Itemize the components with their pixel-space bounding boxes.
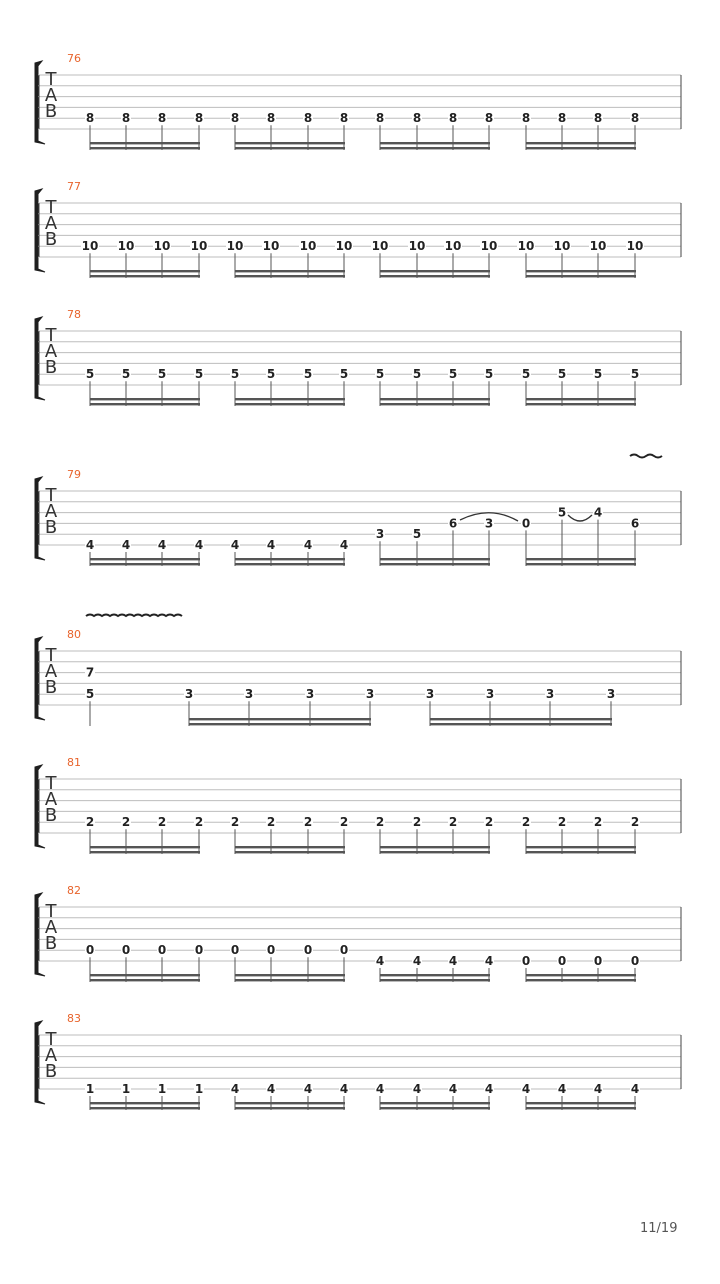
beam <box>380 851 490 853</box>
tab-system <box>35 615 681 727</box>
beam <box>90 275 200 277</box>
beam <box>526 270 636 272</box>
beam <box>90 398 200 400</box>
fret-number: 0 <box>593 954 603 968</box>
fret-number: 4 <box>484 954 494 968</box>
fret-number: 4 <box>375 954 385 968</box>
fret-number: 2 <box>303 815 313 830</box>
beam <box>380 142 490 144</box>
tab-clef-letter: T <box>45 901 57 922</box>
tab-clef-letter: A <box>44 917 58 938</box>
fret-number: 4 <box>593 1082 603 1096</box>
beam <box>526 403 636 405</box>
fret-number: 5 <box>630 367 640 382</box>
fret-number: 4 <box>339 1082 349 1096</box>
fret-number: 3 <box>305 687 315 702</box>
tab-system <box>35 756 681 854</box>
fret-number: 0 <box>339 943 349 958</box>
beam <box>380 398 490 400</box>
fret-number: 5 <box>85 687 95 702</box>
beam <box>90 846 200 848</box>
beam <box>526 147 636 149</box>
fret-number: 4 <box>448 954 458 968</box>
tab-system <box>35 455 681 567</box>
beam <box>380 846 490 848</box>
beam <box>90 147 200 149</box>
fret-number: 4 <box>266 1082 276 1096</box>
fret-number: 0 <box>121 943 131 958</box>
tab-clef-letter: T <box>45 325 57 346</box>
fret-number: 5 <box>484 367 494 382</box>
fret-number: 10 <box>517 239 535 254</box>
fret-number: 2 <box>194 815 204 830</box>
fret-number: 10 <box>371 239 389 254</box>
beam <box>235 403 345 405</box>
beam <box>189 723 371 725</box>
tab-clef-letter: A <box>44 85 58 106</box>
fret-number: 4 <box>303 538 313 552</box>
fret-number: 4 <box>593 505 603 520</box>
beam <box>90 403 200 405</box>
fret-number: 2 <box>157 815 167 830</box>
beam <box>380 403 490 405</box>
fret-number: 8 <box>303 111 313 126</box>
beam <box>235 558 345 560</box>
fret-number: 8 <box>85 111 95 126</box>
tab-system <box>35 52 681 150</box>
beam <box>235 275 345 277</box>
beam <box>430 718 612 720</box>
staff-bracket <box>35 189 45 272</box>
fret-number: 5 <box>593 367 603 382</box>
fret-number: 2 <box>266 815 276 830</box>
beam <box>380 275 490 277</box>
page-number: 11/19 <box>640 1221 678 1236</box>
fret-number: 4 <box>412 954 422 968</box>
fret-number: 4 <box>194 538 204 552</box>
fret-number: 6 <box>630 516 640 531</box>
fret-number: 10 <box>408 239 426 254</box>
fret-number: 5 <box>85 367 95 382</box>
fret-number: 2 <box>448 815 458 830</box>
fret-number: 5 <box>266 367 276 382</box>
fret-number: 1 <box>85 1082 95 1096</box>
measure-number: 79 <box>67 468 81 481</box>
fret-number: 2 <box>484 815 494 830</box>
tab-system <box>35 1012 681 1110</box>
fret-number: 1 <box>157 1082 167 1096</box>
fret-number: 0 <box>194 943 204 958</box>
fret-number: 2 <box>593 815 603 830</box>
tab-clef-letter: B <box>44 805 58 826</box>
fret-number: 10 <box>117 239 135 254</box>
fret-number: 3 <box>365 687 375 702</box>
fret-number: 5 <box>412 527 422 542</box>
fret-number: 2 <box>339 815 349 830</box>
fret-number: 10 <box>226 239 244 254</box>
beam <box>235 563 345 565</box>
fret-number: 3 <box>484 516 494 531</box>
fret-number: 5 <box>121 367 131 382</box>
beam <box>90 979 200 981</box>
beam <box>235 851 345 853</box>
beam <box>90 142 200 144</box>
fret-number: 8 <box>448 111 458 126</box>
fret-number: 5 <box>230 367 240 382</box>
fret-number: 2 <box>85 815 95 830</box>
fret-number: 6 <box>448 516 458 531</box>
fret-number: 2 <box>630 815 640 830</box>
slur <box>568 515 592 521</box>
tab-clef-letter: B <box>44 1061 58 1082</box>
tab-clef-letter: T <box>45 485 57 506</box>
measure-number: 82 <box>67 884 81 897</box>
fret-number: 8 <box>593 111 603 126</box>
fret-number: 5 <box>375 367 385 382</box>
fret-number: 3 <box>606 687 616 702</box>
fret-number: 3 <box>184 687 194 702</box>
fret-number: 5 <box>303 367 313 382</box>
fret-number: 2 <box>375 815 385 830</box>
fret-number: 4 <box>266 538 276 552</box>
beam <box>526 563 636 565</box>
beam <box>380 563 490 565</box>
fret-number: 8 <box>121 111 131 126</box>
tab-system <box>35 884 681 982</box>
vibrato-mark <box>86 615 182 617</box>
beam <box>380 558 490 560</box>
fret-number: 10 <box>81 239 99 254</box>
beam <box>380 1102 490 1104</box>
fret-number: 8 <box>266 111 276 126</box>
tab-clef-letter: A <box>44 789 58 810</box>
measure-number: 76 <box>67 52 81 65</box>
beam <box>90 270 200 272</box>
fret-number: 0 <box>521 954 531 968</box>
fret-number: 10 <box>626 239 644 254</box>
vibrato-mark <box>630 455 662 458</box>
fret-number: 5 <box>339 367 349 382</box>
staff-bracket <box>35 317 45 400</box>
measure-number: 81 <box>67 756 81 769</box>
beam <box>235 1107 345 1109</box>
tab-clef-letter: B <box>44 357 58 378</box>
beam <box>235 398 345 400</box>
beam <box>90 1107 200 1109</box>
measure-number: 78 <box>67 308 81 321</box>
fret-number: 2 <box>121 815 131 830</box>
fret-number: 10 <box>589 239 607 254</box>
beam <box>235 846 345 848</box>
beam <box>235 974 345 976</box>
beam <box>380 270 490 272</box>
tab-clef-letter: A <box>44 501 58 522</box>
fret-number: 8 <box>557 111 567 126</box>
tab-system <box>35 308 681 406</box>
tab-clef-letter: A <box>44 341 58 362</box>
fret-number: 2 <box>557 815 567 830</box>
fret-number: 4 <box>448 1082 458 1096</box>
measure-number: 80 <box>67 628 81 641</box>
staff-bracket <box>35 1021 45 1104</box>
beam <box>526 1102 636 1104</box>
beam <box>90 1102 200 1104</box>
fret-number: 0 <box>230 943 240 958</box>
beam <box>526 142 636 144</box>
beam <box>430 723 612 725</box>
fret-number: 4 <box>230 1082 240 1096</box>
fret-number: 0 <box>157 943 167 958</box>
fret-number: 2 <box>521 815 531 830</box>
fret-number: 8 <box>157 111 167 126</box>
staff-bracket <box>35 893 45 976</box>
beam <box>526 275 636 277</box>
fret-number: 8 <box>630 111 640 126</box>
fret-number: 5 <box>448 367 458 382</box>
fret-number: 3 <box>244 687 254 702</box>
fret-number: 3 <box>425 687 435 702</box>
tab-clef-letter: B <box>44 933 58 954</box>
fret-number: 5 <box>557 367 567 382</box>
fret-number: 10 <box>480 239 498 254</box>
staff-bracket <box>35 477 45 560</box>
fret-number: 0 <box>521 516 531 531</box>
tab-clef-letter: T <box>45 773 57 794</box>
fret-number: 0 <box>266 943 276 958</box>
fret-number: 8 <box>375 111 385 126</box>
tab-clef-letter: B <box>44 229 58 250</box>
fret-number: 3 <box>485 687 495 702</box>
tab-clef-letter: B <box>44 517 58 538</box>
fret-number: 4 <box>85 538 95 552</box>
tab-clef-letter: T <box>45 197 57 218</box>
fret-number: 4 <box>521 1082 531 1096</box>
beam <box>90 851 200 853</box>
tab-clef-letter: T <box>45 69 57 90</box>
measure-number: 83 <box>67 1012 81 1025</box>
fret-number: 4 <box>339 538 349 552</box>
fret-number: 0 <box>303 943 313 958</box>
tab-clef-letter: B <box>44 677 58 698</box>
fret-number: 10 <box>153 239 171 254</box>
tab-clef-letter: A <box>44 213 58 234</box>
beam <box>235 979 345 981</box>
fret-number: 4 <box>630 1082 640 1096</box>
tab-clef-letter: A <box>44 661 58 682</box>
fret-number: 5 <box>194 367 204 382</box>
beam <box>526 1107 636 1109</box>
fret-number: 5 <box>157 367 167 382</box>
tab-clef-letter: T <box>45 645 57 666</box>
fret-number: 8 <box>339 111 349 126</box>
fret-number: 2 <box>412 815 422 830</box>
beam <box>380 974 490 976</box>
fret-number: 1 <box>121 1082 131 1096</box>
beam <box>235 147 345 149</box>
beam <box>526 558 636 560</box>
fret-number: 1 <box>194 1082 204 1096</box>
fret-number: 10 <box>335 239 353 254</box>
beam <box>90 558 200 560</box>
tab-clef-letter: A <box>44 1045 58 1066</box>
fret-number: 4 <box>157 538 167 552</box>
fret-number: 4 <box>557 1082 567 1096</box>
fret-number: 7 <box>85 665 95 680</box>
fret-number: 8 <box>194 111 204 126</box>
fret-number: 4 <box>121 538 131 552</box>
beam <box>380 1107 490 1109</box>
fret-number: 0 <box>85 943 95 958</box>
fret-number: 0 <box>557 954 567 968</box>
beam <box>526 979 636 981</box>
fret-number: 4 <box>303 1082 313 1096</box>
fret-number: 5 <box>521 367 531 382</box>
fret-number: 4 <box>412 1082 422 1096</box>
beam <box>526 851 636 853</box>
tab-system <box>35 180 681 278</box>
beam <box>380 979 490 981</box>
fret-number: 2 <box>230 815 240 830</box>
staff-bracket <box>35 61 45 144</box>
fret-number: 3 <box>375 527 385 542</box>
fret-number: 5 <box>557 505 567 520</box>
fret-number: 8 <box>521 111 531 126</box>
beam <box>235 1102 345 1104</box>
staff-bracket <box>35 637 45 720</box>
measure-number: 77 <box>67 180 81 193</box>
beam <box>189 718 371 720</box>
staff-bracket <box>35 765 45 848</box>
fret-number: 4 <box>230 538 240 552</box>
fret-number: 10 <box>190 239 208 254</box>
fret-number: 4 <box>375 1082 385 1096</box>
fret-number: 8 <box>412 111 422 126</box>
fret-number: 10 <box>553 239 571 254</box>
fret-number: 5 <box>412 367 422 382</box>
beam <box>90 563 200 565</box>
fret-number: 10 <box>262 239 280 254</box>
fret-number: 4 <box>484 1082 494 1096</box>
fret-number: 3 <box>545 687 555 702</box>
beam <box>90 974 200 976</box>
fret-number: 8 <box>484 111 494 126</box>
beam <box>526 974 636 976</box>
tab-clef-letter: B <box>44 101 58 122</box>
tab-clef-letter: T <box>45 1029 57 1050</box>
beam <box>235 270 345 272</box>
fret-number: 10 <box>299 239 317 254</box>
beam <box>235 142 345 144</box>
fret-number: 10 <box>444 239 462 254</box>
fret-number: 8 <box>230 111 240 126</box>
beam <box>526 846 636 848</box>
beam <box>380 147 490 149</box>
beam <box>526 398 636 400</box>
fret-number: 0 <box>630 954 640 968</box>
